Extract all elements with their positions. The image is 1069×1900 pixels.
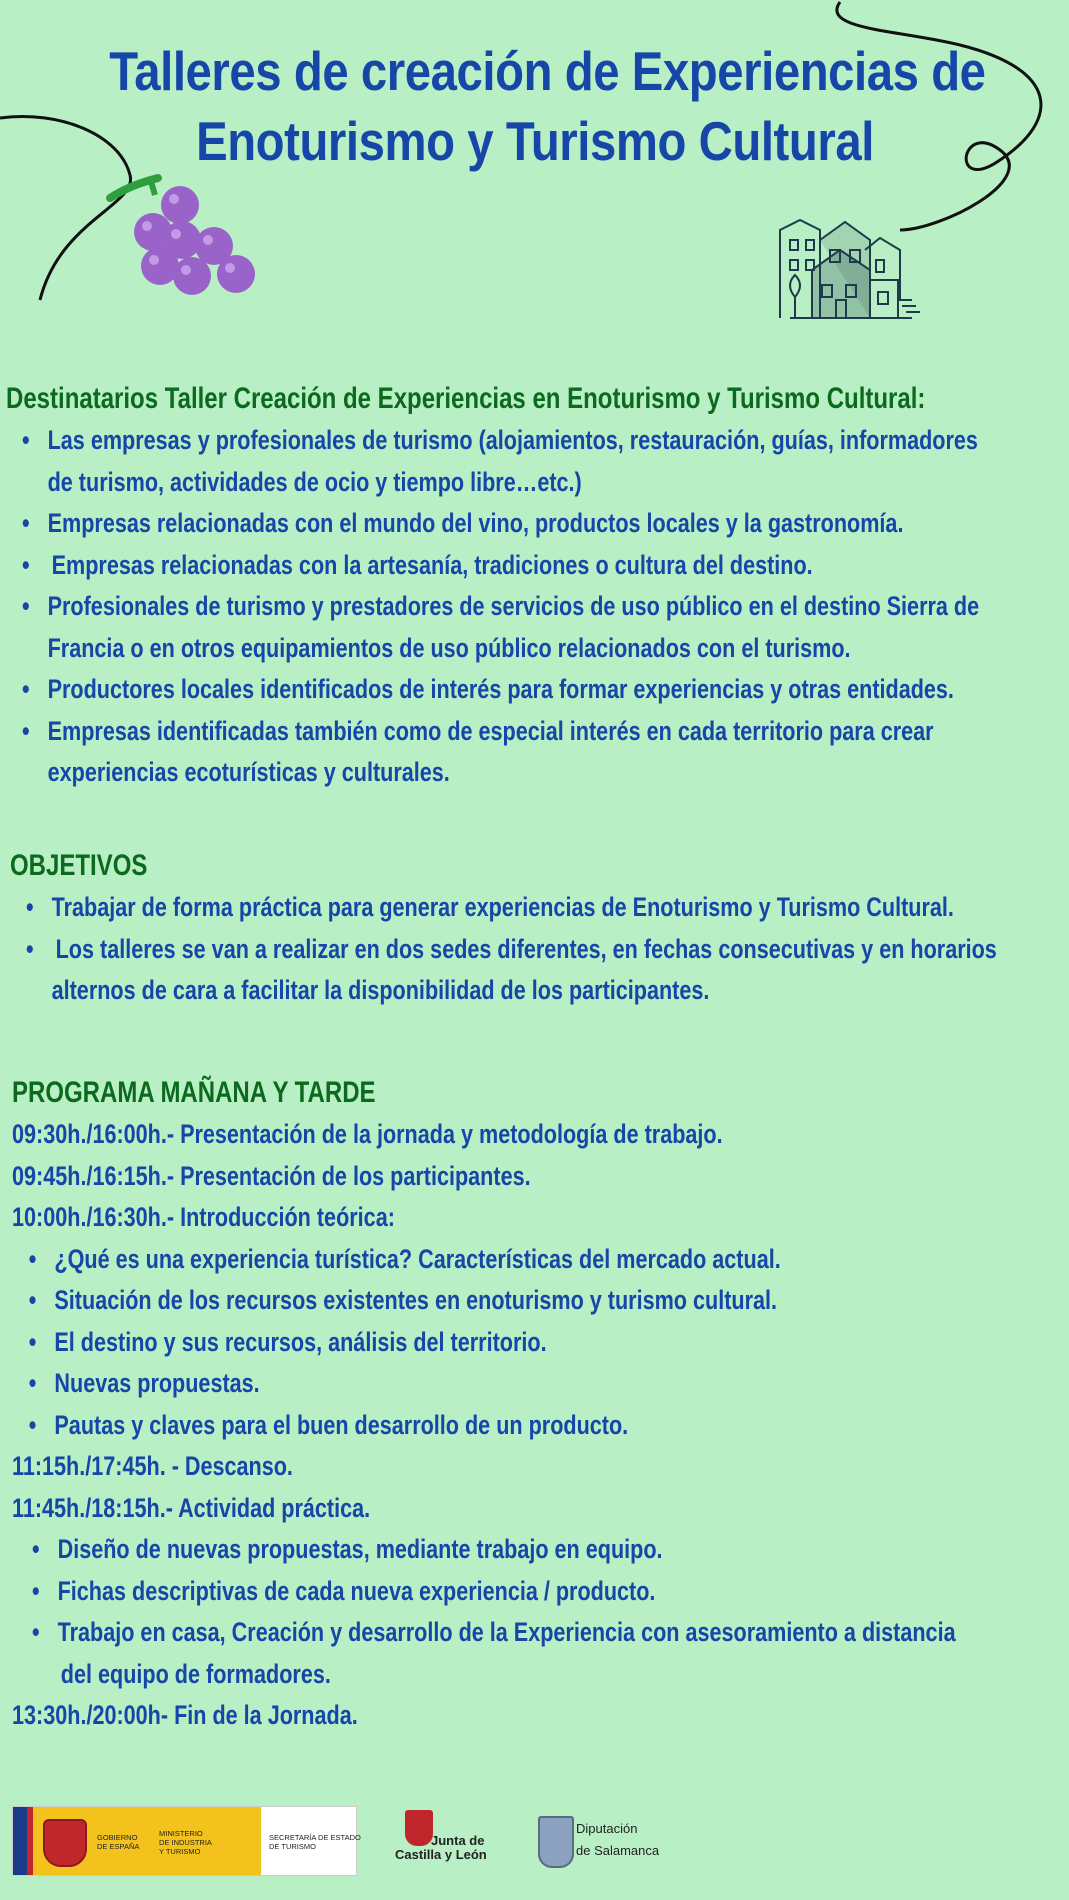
practice-item xyxy=(57,1612,956,1695)
eu-flag-band xyxy=(13,1807,27,1875)
destinatarios-item-text: • Empresas relacionadas con la artesanía, tradiciones o cultura del destino. xyxy=(51,549,813,580)
destinatarios-item xyxy=(47,503,904,545)
schedule-line: 09:45h./16:15h.- Presentación de los participantes. xyxy=(12,1160,531,1191)
destinatarios-item-text: • Profesionales de turismo y prestadores de servicios de uso público en el destino Sierra de xyxy=(47,591,980,621)
intro-item: • ¿Qué es una experiencia turística? Características del mercado actual. xyxy=(54,1239,867,1281)
houses-icon xyxy=(780,220,920,318)
destinatarios-item-text: • Empresas relacionadas con el mundo del vino, productos locales y la gastronomía. xyxy=(47,508,904,538)
destinatarios-item-text: experiencias ecoturísticas y culturales. xyxy=(47,757,450,787)
ministry-logo xyxy=(12,1806,361,1876)
practice-item xyxy=(58,1529,868,1571)
destinatarios-section xyxy=(6,378,980,794)
destinatarios-item xyxy=(47,420,978,503)
objetivos-item-text: • Los talleres se van a realizar en dos sedes diferentes, en fechas consecutivas y en horarios xyxy=(55,933,997,964)
intro-item: • Nuevas propuestas. xyxy=(54,1363,867,1405)
practice-item-text: • Fichas descriptivas de cada nueva experiencia / producto. xyxy=(57,1575,656,1606)
title-line-2: Enoturismo y Turismo Cultural xyxy=(196,110,874,172)
diputacion-text: Diputación de Salamanca xyxy=(576,1821,660,1858)
destinatarios-item xyxy=(47,669,954,711)
destinatarios-item xyxy=(47,586,980,669)
destinatarios-item-text: de turismo, actividades de ocio y tiempo libre…etc.) xyxy=(47,466,582,497)
schedule-line: 10:00h./16:30h.- Introducción teórica: xyxy=(12,1202,395,1232)
destinatarios-item xyxy=(48,545,862,587)
title-line-1: Talleres de creación de Experiencias de xyxy=(109,40,986,102)
junta-castilla-leon-logo xyxy=(395,1810,505,1870)
objetivos-item xyxy=(51,929,997,1012)
schedule-line: 09:30h./16:00h.- Presentación de la jornada y metodología de trabajo. xyxy=(12,1119,723,1149)
gobierno-text: GOBIERNO DE ESPAÑA xyxy=(97,1833,140,1851)
intro-item: • El destino y sus recursos, análisis del territorio. xyxy=(54,1322,867,1364)
destinatarios-item-text: Francia o en otros equipamientos de uso público relacionados con el turismo. xyxy=(47,632,851,663)
destinatarios-item-text: • Las empresas y profesionales de turismo (alojamientos, restauración, guías, informadores xyxy=(47,425,978,455)
grapes-icon xyxy=(110,178,255,295)
page-title xyxy=(109,36,986,176)
schedule-line: 13:30h./20:00h- Fin de la Jornada. xyxy=(12,1700,358,1730)
programa-section xyxy=(12,1072,956,1737)
salamanca-crest-icon xyxy=(538,1816,574,1868)
footer-logos xyxy=(0,1800,1069,1880)
objetivos-section xyxy=(10,845,997,1012)
destinatarios-item-text: • Productores locales identificados de interés para formar experiencias y otras entidades. xyxy=(47,674,954,704)
diputacion-salamanca-logo xyxy=(538,1810,678,1870)
intro-item: • Situación de los recursos existentes en enoturismo y turismo cultural. xyxy=(54,1280,867,1322)
destinatarios-item xyxy=(47,711,934,794)
secretaria-text: SECRETARÍA DE ESTADO DE TURISMO xyxy=(269,1833,361,1851)
destinatarios-heading: Destinatarios Taller Creación de Experiencias en Enoturismo y Turismo Cultural: xyxy=(6,382,926,415)
intro-item: • Pautas y claves para el buen desarrollo de un producto. xyxy=(54,1405,867,1447)
objetivos-item-text: alternos de cara a facilitar la disponibilidad de los participantes. xyxy=(51,975,710,1005)
objetivos-item xyxy=(51,887,954,929)
jcyl-text: Junta de Castilla y León xyxy=(395,1833,487,1862)
schedule-line: 11:15h./17:45h. - Descanso. xyxy=(12,1451,293,1481)
practice-item-text: del equipo de formadores. xyxy=(60,1658,331,1689)
practice-item-text: • Trabajo en casa, Creación y desarrollo de la Experiencia con asesoramiento a distancia xyxy=(57,1617,956,1647)
practice-item xyxy=(58,1571,868,1613)
objetivos-item-text: • Trabajar de forma práctica para generar experiencias de Enoturismo y Turismo Cultural. xyxy=(51,892,954,922)
objetivos-heading: OBJETIVOS xyxy=(10,849,148,882)
programa-heading: PROGRAMA MAÑANA Y TARDE xyxy=(12,1076,376,1109)
destinatarios-item-text: • Empresas identificadas también como de especial interés en cada territorio para crear xyxy=(47,715,934,746)
practice-item-text: • Diseño de nuevas propuestas, mediante trabajo en equipo. xyxy=(57,1534,663,1564)
schedule-line: 11:45h./18:15h.- Actividad práctica. xyxy=(12,1492,371,1523)
ministerio-text: MINISTERIO DE INDUSTRIA Y TURISMO xyxy=(159,1829,212,1856)
spain-shield-icon xyxy=(43,1819,87,1867)
